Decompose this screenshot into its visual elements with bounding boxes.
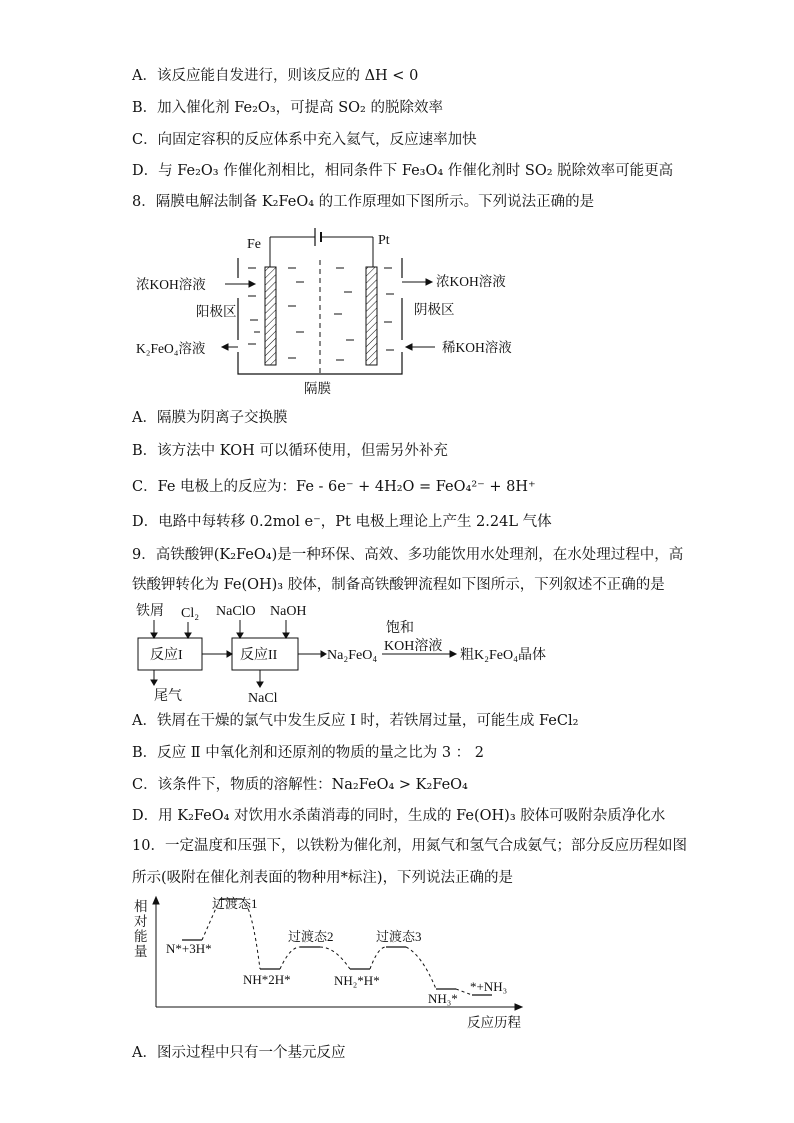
state-initial: N*+3H* — [166, 941, 212, 956]
y-axis-label-char-3: 能 — [134, 929, 148, 944]
state-nh3-adsorbed: NH₃* — [428, 991, 458, 1006]
option-c-q8: C．Fe 电极上的反应为：Fe - 6e⁻ + 4H₂O = FeO₄²⁻ + 8H⁺ — [132, 479, 536, 495]
transition-state-2: 过渡态2 — [288, 929, 334, 944]
reaction-2-box-label: 反应II — [240, 648, 278, 663]
condition-line2: KOH溶液 — [384, 639, 443, 654]
option-d-q9: D．用 K₂FeO₄ 对饮用水杀菌消毒的同时，生成的 Fe(OH)₃ 胶体可吸附杂质净化水 — [132, 808, 666, 824]
option-d-q8: D．电路中每转移 0.2mol e⁻，Pt 电极上理论上产生 2.24L 气体 — [132, 514, 552, 530]
question-9-stem-line2: 铁酸钾转化为 Fe(OH)₃ 胶体，制备高铁酸钾流程如下图所示，下列叙述不正确的是 — [132, 577, 665, 593]
y-axis-label-char-1: 相 — [134, 899, 148, 914]
electrolysis-cell-diagram — [130, 222, 550, 400]
membrane-label: 隔膜 — [304, 381, 331, 396]
option-c-q9: C．该条件下，物质的溶解性：Na₂FeO₄ > K₂FeO₄ — [132, 777, 468, 793]
question-10-stem-line1: 10．一定温度和压强下，以铁粉为催化剂，用氮气和氢气合成氨气；部分反应历程如图 — [132, 838, 687, 854]
output-nacl: NaCl — [248, 691, 278, 706]
energy-profile-diagram — [130, 895, 550, 1033]
option-c-q7: C．向固定容积的反应体系中充入氦气，反应速率加快 — [132, 132, 477, 148]
question-8-stem: 8．隔膜电解法制备 K₂FeO₄ 的工作原理如下图所示。下列说法正确的是 — [132, 194, 595, 210]
reaction-1-box-label: 反应I — [150, 648, 183, 663]
transition-state-1: 过渡态1 — [212, 896, 258, 911]
question-9-stem-line1: 9．高铁酸钾(K₂FeO₄)是一种环保、高效、多功能饮用水处理剂，在水处理过程中，高 — [132, 547, 684, 563]
transition-state-3: 过渡态3 — [376, 929, 422, 944]
left-outlet-label: K₂FeO₄溶液 — [136, 341, 206, 356]
option-d-q7: D．与 Fe₂O₃ 作催化剂相比，相同条件下 Fe₃O₄ 作催化剂时 SO₂ 脱除效率可能更高 — [132, 163, 674, 179]
option-b-q8: B．该方法中 KOH 可以循环使用，但需另外补充 — [132, 443, 448, 459]
x-axis-label: 反应历程 — [467, 1015, 521, 1030]
right-inlet-label: 稀KOH溶液 — [442, 340, 512, 355]
option-a-q10: A．图示过程中只有一个基元反应 — [132, 1045, 346, 1061]
input-chlorine: Cl₂ — [181, 606, 200, 621]
option-b-q9: B．反应 Ⅱ 中氧化剂和还原剂的物质的量之比为 3 ： 2 — [132, 745, 485, 761]
y-axis-label-char-2: 对 — [134, 914, 148, 929]
state-final: *+NH₃ — [470, 979, 508, 994]
option-b-q7: B．加入催化剂 Fe₂O₃，可提高 SO₂ 的脱除效率 — [132, 100, 443, 116]
pt-electrode-label: Pt — [378, 233, 390, 248]
option-a-q9: A．铁屑在干燥的氯气中发生反应 Ⅰ 时，若铁屑过量，可能生成 FeCl₂ — [132, 713, 579, 729]
flow-chart-diagram — [130, 600, 570, 708]
input-iron-filings: 铁屑 — [136, 604, 164, 619]
input-naoh: NaOH — [270, 604, 307, 619]
condition-line1: 饱和 — [386, 621, 414, 636]
option-a-q7: A．该反应能自发进行，则该反应的 ΔH < 0 — [132, 68, 419, 84]
intermediate-product: Na₂FeO₄ — [327, 648, 378, 663]
input-naclo: NaClO — [216, 604, 256, 619]
anode-label: 阳极区 — [196, 304, 237, 319]
state-nh2-h: NH₂*H* — [334, 973, 380, 988]
cathode-label: 阴极区 — [414, 302, 455, 317]
right-outlet-label: 浓KOH溶液 — [436, 274, 506, 289]
state-nh-2h: NH*2H* — [243, 972, 291, 987]
left-inlet-label: 浓KOH溶液 — [136, 277, 206, 292]
option-a-q8: A．隔膜为阴离子交换膜 — [132, 410, 288, 426]
output-tail-gas: 尾气 — [154, 689, 182, 704]
question-10-stem-line2: 所示(吸附在催化剂表面的物种用*标注)，下列说法正确的是 — [132, 870, 514, 886]
final-product: 粗K₂FeO₄晶体 — [460, 648, 546, 663]
fe-electrode-label: Fe — [247, 237, 261, 252]
y-axis-label-char-4: 量 — [134, 944, 148, 959]
